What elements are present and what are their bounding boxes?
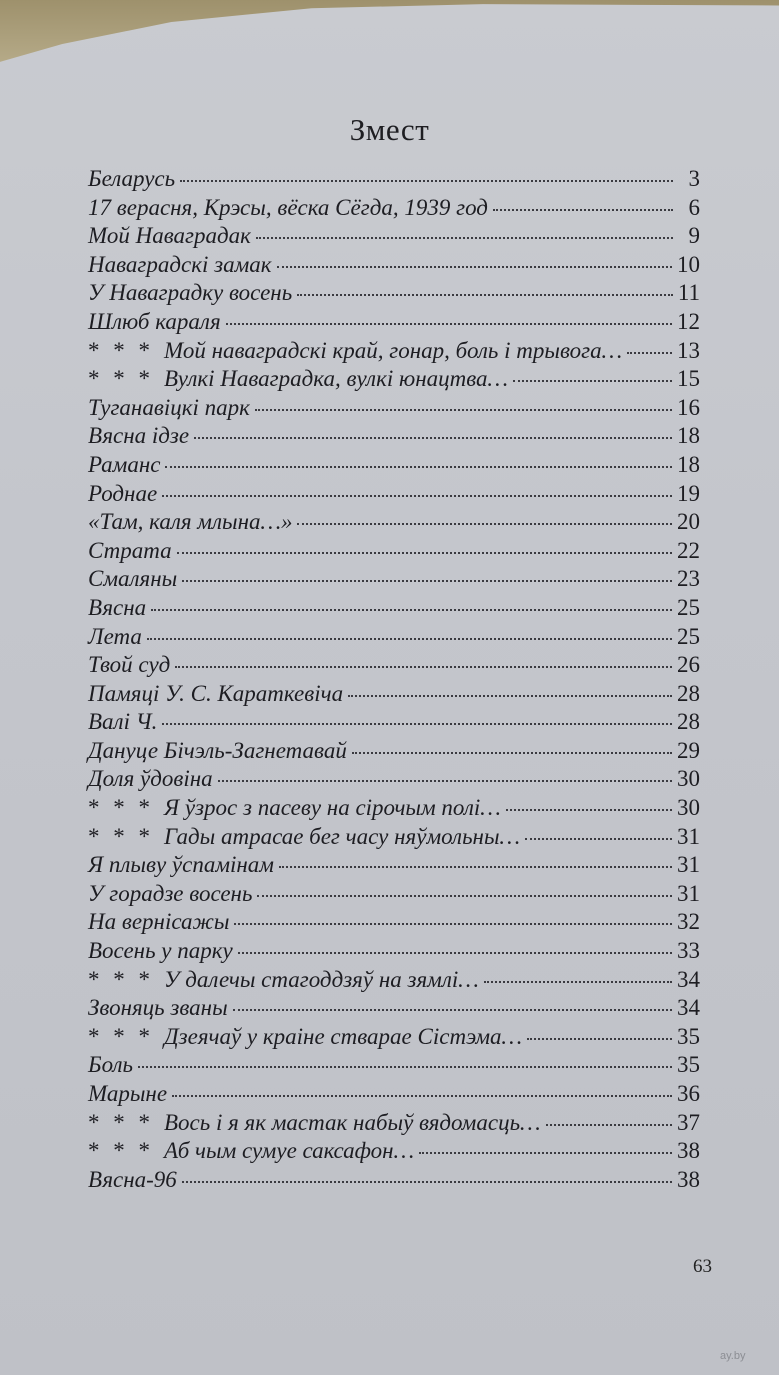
toc-entry-title: Твой суд	[88, 652, 171, 678]
asterism: * * *	[88, 366, 154, 392]
toc-entry	[88, 1167, 700, 1196]
toc-entry-page: 10	[677, 251, 700, 277]
toc-entry-title: 17 верасня, Крэсы, вёска Сёгда, 1939 год	[88, 194, 488, 220]
toc-entry-page: 28	[677, 680, 700, 706]
dot-leader	[256, 237, 673, 239]
toc-entry-title: На вернісажы	[88, 909, 230, 935]
dot-leader	[151, 609, 672, 611]
dot-leader	[493, 209, 673, 211]
toc-entry-page: 16	[677, 394, 700, 420]
dot-leader	[194, 437, 672, 439]
toc-entry	[88, 738, 700, 767]
toc-entry-page: 22	[677, 537, 700, 563]
toc-entry	[88, 366, 700, 395]
toc-entry-title: Роднае	[88, 480, 158, 506]
dot-leader	[279, 866, 672, 868]
toc-entry-page: 34	[677, 995, 700, 1021]
toc-entry-title: Марыне	[88, 1081, 168, 1106]
dot-leader	[233, 1009, 672, 1011]
asterism: * * *	[88, 337, 154, 363]
toc-entry-page: 11	[677, 280, 700, 306]
toc-entry	[88, 481, 700, 510]
dot-leader	[506, 809, 672, 811]
asterism: * * *	[88, 1109, 154, 1135]
toc-entry	[88, 938, 700, 967]
toc-entry	[88, 423, 700, 452]
toc-entry-title: Беларусь	[88, 166, 176, 191]
toc-entry	[88, 681, 700, 710]
toc-entry-title: Вулкі Наваградка, вулкі юнацтва…	[164, 366, 508, 392]
toc-entry-page: 30	[677, 766, 700, 792]
toc-entry	[88, 280, 700, 309]
toc-entry-title: У Наваградку восень	[88, 280, 293, 306]
toc-entry	[88, 223, 700, 252]
toc-entry	[88, 252, 700, 281]
dot-leader	[627, 352, 672, 354]
toc-entry-title: Вось і я як мастак набыў вядомасць…	[164, 1109, 541, 1135]
dot-leader	[162, 723, 672, 725]
toc-entry	[88, 1110, 700, 1139]
asterism: * * *	[88, 1023, 154, 1049]
toc-entry-title: Мой Наваградак	[88, 223, 251, 249]
toc-entry	[88, 1052, 700, 1081]
toc-entry-title: Дзеячаў у краіне стварае Сістэма…	[164, 1023, 522, 1049]
toc-entry	[88, 624, 700, 653]
toc-entry	[88, 652, 700, 681]
toc-entry-page: 26	[677, 652, 700, 678]
toc-entry-title: Мой наваградскі край, гонар, боль і трывога…	[164, 337, 623, 363]
dot-leader	[138, 1066, 672, 1068]
dot-leader	[484, 981, 672, 983]
toc-entry-page: 20	[677, 509, 700, 535]
asterism: * * *	[88, 1138, 154, 1164]
toc-entry-title: Звоняць званы	[88, 995, 228, 1021]
toc-entry-page: 37	[677, 1109, 700, 1135]
toc-entry-page: 34	[677, 966, 700, 992]
toc-entry-title: Я ўзрос з пасеву на сірочым полі…	[164, 795, 501, 821]
toc-entry	[88, 166, 700, 195]
dot-leader	[419, 1152, 672, 1154]
toc-entry-title: Боль	[88, 1052, 133, 1078]
toc-entry	[88, 452, 700, 481]
toc-entry-page: 31	[677, 823, 700, 849]
asterism: * * *	[88, 795, 154, 821]
toc-entry	[88, 538, 700, 567]
toc-entry	[88, 1138, 700, 1167]
dot-leader	[172, 1095, 672, 1097]
toc-entry-page: 31	[677, 880, 700, 906]
dot-leader	[513, 380, 672, 382]
page-title: Змест	[349, 112, 430, 147]
watermark: ay.by	[720, 1350, 746, 1362]
dot-leader	[527, 1038, 672, 1040]
toc-entry-page: 35	[677, 1052, 700, 1078]
toc-entry-page: 23	[677, 566, 700, 592]
toc-entry-title: Дануце Бічэль-Загнетавай	[88, 737, 347, 763]
toc-entry-page: 38	[677, 1166, 700, 1192]
toc-entry-page: 12	[677, 308, 700, 334]
toc-entry-title: Вясна ідзе	[88, 423, 190, 449]
toc-entry-page: 18	[677, 423, 700, 449]
dot-leader	[218, 780, 672, 782]
dot-leader	[177, 552, 672, 554]
toc-entry-page: 29	[677, 737, 700, 763]
toc-entry	[88, 709, 700, 738]
toc-entry	[88, 1024, 700, 1053]
dot-leader	[348, 695, 672, 697]
toc-entry	[88, 195, 700, 224]
toc-entry-title: Страта	[88, 537, 172, 563]
toc-entry-title: Валі Ч.	[88, 709, 158, 735]
toc-entry	[88, 595, 700, 624]
toc-entry-title: Я плыву ўспамінам	[88, 852, 274, 878]
toc-entry	[88, 338, 700, 367]
toc-entry	[88, 309, 700, 338]
toc-entry	[88, 967, 700, 996]
toc-entry-title: Памяці У. С. Караткевіча	[88, 680, 344, 706]
toc-entry-page: 3	[688, 166, 700, 191]
toc-entry-title: Шлюб караля	[88, 308, 221, 334]
toc-entry	[88, 795, 700, 824]
toc-entry	[88, 852, 700, 881]
toc-entry-page: 25	[677, 594, 700, 620]
toc-entry-title: Вясна	[88, 594, 147, 620]
toc-entry	[88, 509, 700, 538]
toc-entry	[88, 909, 700, 938]
toc-entry-page: 36	[677, 1081, 700, 1106]
toc-entry-page: 33	[677, 938, 700, 964]
dot-leader	[182, 580, 672, 582]
toc-entry-title: Туганавіцкі парк	[88, 394, 250, 420]
toc-entry	[88, 395, 700, 424]
toc-entry-page: 13	[677, 337, 700, 363]
dot-leader	[277, 266, 672, 268]
page-number: 63	[693, 1256, 712, 1277]
dot-leader	[226, 323, 672, 325]
toc-entry-title: Вясна-96	[88, 1166, 177, 1192]
toc-entry-page: 25	[677, 623, 700, 649]
dot-leader	[546, 1124, 673, 1126]
toc-entry-title: Смаляны	[88, 566, 178, 592]
toc-entry-title: «Там, каля млына…»	[88, 509, 293, 535]
dot-leader	[234, 923, 672, 925]
toc-entry-title: Доля ўдовіна	[88, 766, 213, 792]
dot-leader	[255, 409, 672, 411]
toc-entry-page: 6	[688, 194, 700, 220]
dot-leader	[352, 752, 672, 754]
toc-entry-page: 30	[677, 795, 700, 821]
dot-leader	[238, 952, 672, 954]
dot-leader	[162, 495, 672, 497]
dot-leader	[175, 666, 672, 668]
toc-entry-title: У горадзе восень	[88, 880, 253, 906]
dot-leader	[182, 1181, 672, 1183]
toc-entry	[88, 566, 700, 595]
toc-entry-title: Раманс	[88, 451, 161, 477]
asterism: * * *	[88, 823, 154, 849]
dot-leader	[297, 294, 673, 296]
table-of-contents	[88, 166, 700, 1195]
toc-entry	[88, 766, 700, 795]
toc-entry	[88, 995, 700, 1024]
dot-leader	[180, 180, 673, 182]
toc-entry-title: Лета	[88, 623, 142, 649]
toc-entry-page: 31	[677, 852, 700, 878]
toc-entry-title: У далечы стагоддзяў на зямлі…	[164, 966, 479, 992]
dot-leader	[297, 523, 672, 525]
toc-entry-page: 35	[677, 1023, 700, 1049]
toc-entry-page: 18	[677, 451, 700, 477]
dot-leader	[165, 466, 672, 468]
toc-entry-page: 32	[677, 909, 700, 935]
dot-leader	[257, 895, 672, 897]
toc-entry-page: 19	[677, 480, 700, 506]
toc-entry-title: Аб чым сумуе саксафон…	[164, 1138, 415, 1164]
toc-entry-page: 9	[688, 223, 700, 249]
asterism: * * *	[88, 966, 154, 992]
toc-entry-title: Восень у парку	[88, 938, 233, 964]
toc-entry	[88, 881, 700, 910]
toc-entry-title: Наваградскі замак	[88, 251, 272, 277]
toc-entry	[88, 1081, 700, 1110]
toc-entry-page: 38	[677, 1138, 700, 1164]
dot-leader	[525, 838, 672, 840]
toc-entry-title: Гады атрасае бег часу няўмольны…	[164, 823, 520, 849]
toc-entry-page: 28	[677, 709, 700, 735]
toc-entry	[88, 824, 700, 853]
dot-leader	[147, 638, 672, 640]
toc-entry-page: 15	[677, 366, 700, 392]
